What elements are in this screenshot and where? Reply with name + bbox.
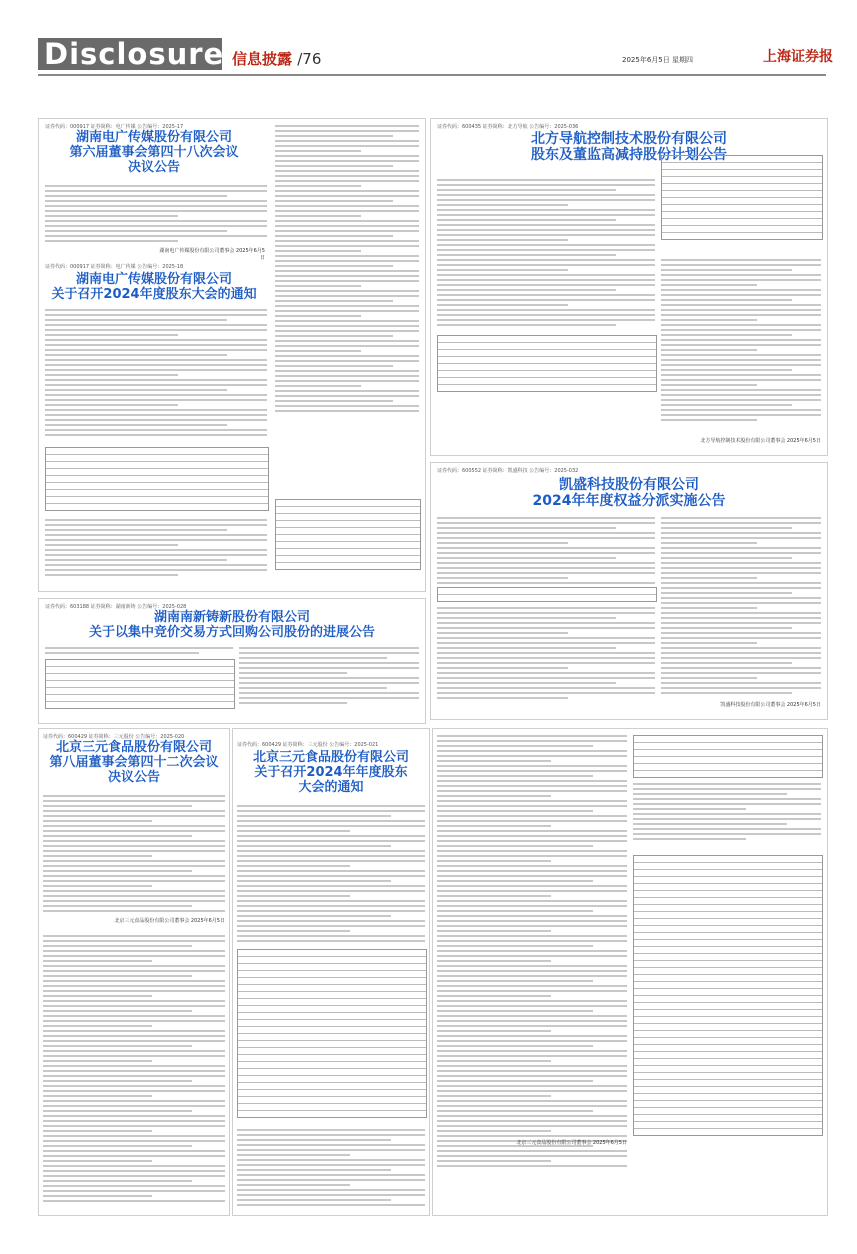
proxy-table	[633, 735, 823, 778]
article-title	[39, 273, 269, 303]
title-line: 2024年年度权益分派实施公告	[532, 493, 726, 510]
body-text	[437, 607, 655, 702]
article-code: 证券代码：600429 证券简称：三元股份 公告编号：2025-021	[237, 742, 379, 748]
article-signoff: 凯盛科技股份有限公司董事会 2025年6月5日	[720, 702, 821, 708]
body-text	[45, 647, 233, 657]
article-code: 证券代码：600435 证券简称：北方导航 公告编号：2025-036	[437, 124, 579, 130]
masthead	[0, 0, 857, 80]
proposal-table	[45, 447, 269, 511]
article-code: 证券代码：000917 证券简称：电广传媒 公告编号：2025-18	[45, 264, 184, 270]
article-title	[39, 131, 269, 176]
body-text	[43, 795, 225, 915]
body-text	[237, 805, 425, 945]
body-text	[437, 179, 655, 329]
title-line: 湖南电广传媒股份有限公司	[75, 130, 232, 145]
article-code: 证券代码：600429 证券简称：三元股份 公告编号：2025-020	[43, 734, 185, 740]
body-text	[43, 935, 225, 1205]
article-title	[233, 751, 429, 796]
body-text	[239, 647, 419, 707]
section-name: 信息披露	[232, 50, 293, 68]
title-line: 湖南电广传媒股份有限公司	[75, 272, 232, 287]
article-code: 证券代码：000917 证券简称：电广传媒 公告编号：2025-17	[45, 124, 184, 130]
section-title	[232, 48, 321, 69]
title-line: 北京三元食品股份有限公司	[55, 740, 212, 755]
article-code: 证券代码：603188 证券简称：湖南新铸 公告编号：2025-028	[45, 604, 187, 610]
title-line: 关于召开2024年年度股东	[254, 764, 408, 780]
body-text	[237, 1129, 425, 1209]
body-text	[437, 735, 627, 1170]
body-text	[661, 259, 821, 424]
article-signoff: 北京三元食品股份有限公司董事会 2025年6月5日	[516, 1140, 627, 1146]
paper-name: 上海证券报	[763, 49, 833, 65]
repurchase-table	[45, 659, 235, 709]
title-line: 凯盛科技股份有限公司	[559, 477, 699, 493]
page-number: /76	[297, 50, 322, 68]
article-signoff: 北方导航控制技术股份有限公司董事会 2025年6月5日	[700, 438, 821, 444]
body-text	[275, 125, 419, 415]
title-line: 北京三元食品股份有限公司	[252, 750, 409, 765]
article-signoff: 北京三元食品股份有限公司董事会 2025年6月5日	[114, 918, 225, 924]
plan-table	[437, 335, 657, 392]
header-rule	[38, 74, 826, 76]
article-continuation	[432, 728, 828, 1216]
article-panel-6	[38, 728, 230, 1216]
vote-table	[633, 855, 823, 1136]
body-text	[633, 783, 821, 843]
article-title	[39, 611, 425, 641]
body-text	[45, 185, 267, 245]
dividend-table	[437, 587, 657, 602]
title-line: 第八届董事会第四十二次会议	[49, 754, 219, 770]
body-text	[45, 309, 267, 439]
title-line: 关于召开2024年度股东大会的通知	[51, 286, 257, 302]
article-panel-7	[232, 728, 430, 1216]
title-line: 第六届董事会第四十八次会议	[69, 144, 239, 160]
article-panel-1	[38, 118, 426, 592]
title-line: 股东及董监高减持股份计划公告	[531, 147, 727, 164]
brand-logo: Disclosure	[38, 38, 222, 70]
article-panel-3	[430, 118, 828, 456]
title-line: 北方导航控制技术股份有限公司	[531, 131, 727, 147]
shareholder-table	[661, 155, 823, 240]
title-line: 决议公告	[127, 159, 180, 175]
title-line: 湖南南新铸新股份有限公司	[153, 610, 310, 625]
article-title	[39, 741, 229, 786]
dateline: 2025年6月5日 星期四	[622, 56, 693, 64]
title-line: 决议公告	[107, 769, 160, 785]
body-text	[45, 519, 267, 579]
vote-table	[275, 499, 421, 570]
body-text	[437, 517, 655, 587]
body-text	[661, 517, 821, 697]
title-line: 关于以集中竞价交易方式回购公司股份的进展公告	[88, 624, 375, 640]
title-line: 大会的通知	[298, 779, 364, 795]
article-panel-4	[430, 462, 828, 720]
proposal-table	[237, 949, 427, 1118]
article-title	[431, 477, 827, 509]
article-panel-5	[38, 598, 426, 724]
article-code: 证券代码：600552 证券简称：凯盛科技 公告编号：2025-032	[437, 468, 579, 474]
article-signoff: 湖南电广传媒股份有限公司董事会 2025年6月5日	[159, 248, 265, 261]
